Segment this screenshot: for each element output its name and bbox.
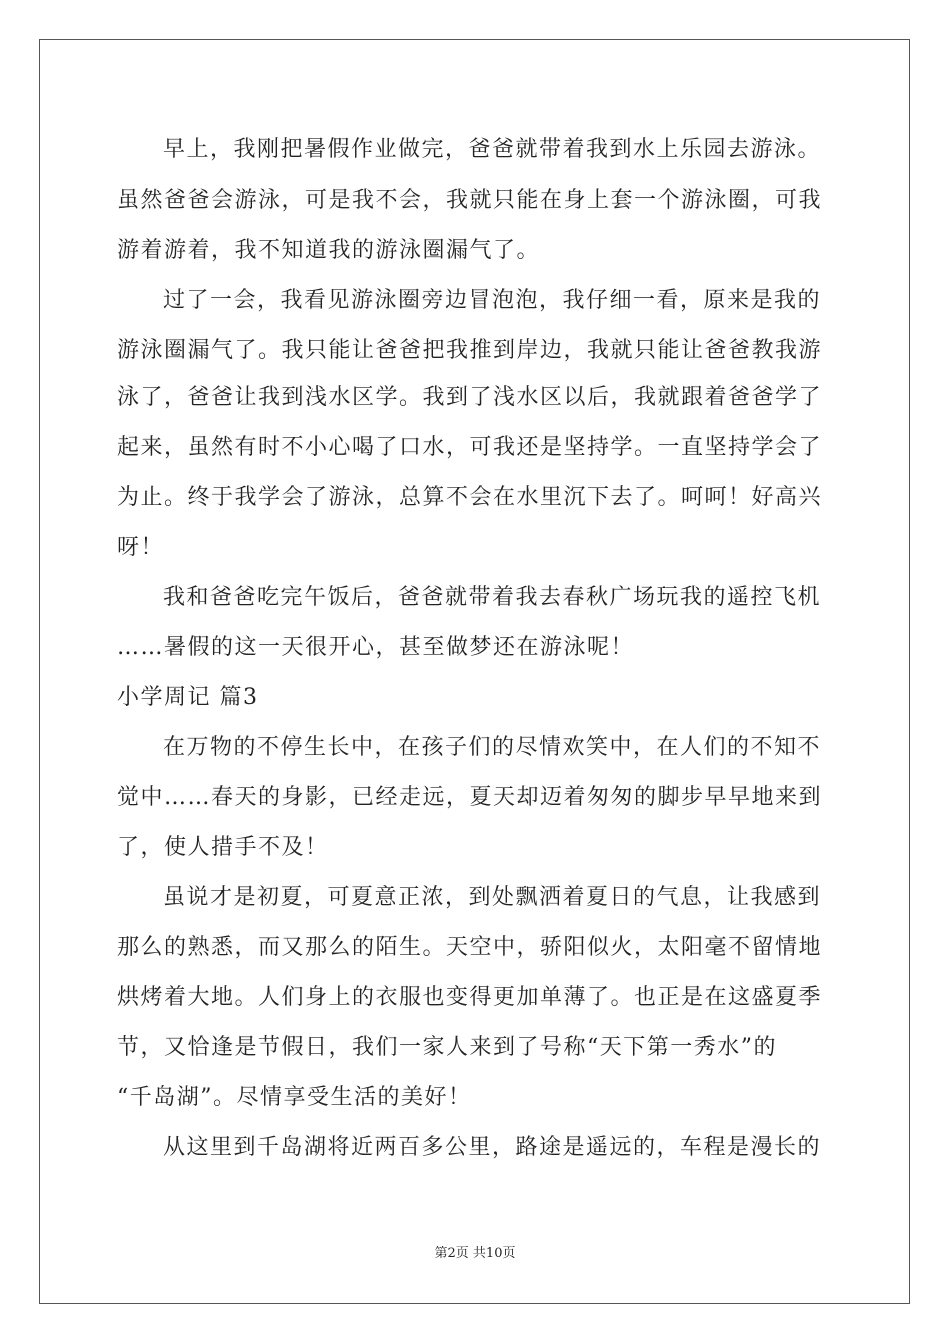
text-line: 游泳圈漏气了。我只能让爸爸把我推到岸边，我就只能让爸爸教我游 [117, 338, 823, 363]
text-line: 了，使人措手不及！ [117, 835, 329, 860]
text-line: 从这里到千岛湖将近两百多公里，路途是遥远的，车程是漫长的 [163, 1135, 822, 1160]
text-line: 为止。终于我学会了游泳，总算不会在水里沉下去了。呵呵！好高兴 [117, 485, 823, 510]
text-line: 虽然爸爸会游泳，可是我不会，我就只能在身上套一个游泳圈，可我 [117, 188, 823, 213]
text-line: 早上，我刚把暑假作业做完，爸爸就带着我到水上乐园去游泳。 [163, 137, 822, 162]
text-line: “千岛湖”。尽情享受生活的美好！ [117, 1085, 472, 1110]
text-line: 游着游着，我不知道我的游泳圈漏气了。 [117, 238, 541, 263]
text-line: 虽说才是初夏，可夏意正浓，到处飘洒着夏日的气息，让我感到 [163, 885, 822, 910]
text-line: 烘烤着大地。人们身上的衣服也变得更加单薄了。也正是在这盛夏季 [117, 985, 823, 1010]
text-line: 过了一会，我看见游泳圈旁边冒泡泡，我仔细一看，原来是我的 [163, 288, 822, 313]
text-line: ……暑假的这一天很开心，甚至做梦还在游泳呢！ [117, 635, 635, 660]
text-line: 呀！ [117, 535, 165, 560]
page-border [39, 39, 910, 1304]
page-number-footer: 第2页 共10页 [434, 1246, 516, 1261]
text-line: 那么的熟悉，而又那么的陌生。天空中，骄阳似火，太阳毫不留情地 [117, 935, 823, 960]
text-line: 泳了，爸爸让我到浅水区学。我到了浅水区以后，我就跟着爸爸学了 [117, 385, 823, 410]
text-line: 节，又恰逢是节假日，我们一家人来到了号称“天下第一秀水”的 [117, 1035, 777, 1060]
text-line: 觉中……春天的身影，已经走远，夏天却迈着匆匆的脚步早早地来到 [117, 785, 823, 810]
text-line: 在万物的不停生长中，在孩子们的尽情欢笑中，在人们的不知不 [163, 735, 822, 760]
text-line: 起来，虽然有时不小心喝了口水，可我还是坚持学。一直坚持学会了 [117, 435, 823, 460]
text-line: 我和爸爸吃完午饭后，爸爸就带着我去春秋广场玩我的遥控飞机 [163, 585, 822, 610]
section-heading: 小学周记 篇3 [117, 685, 259, 710]
